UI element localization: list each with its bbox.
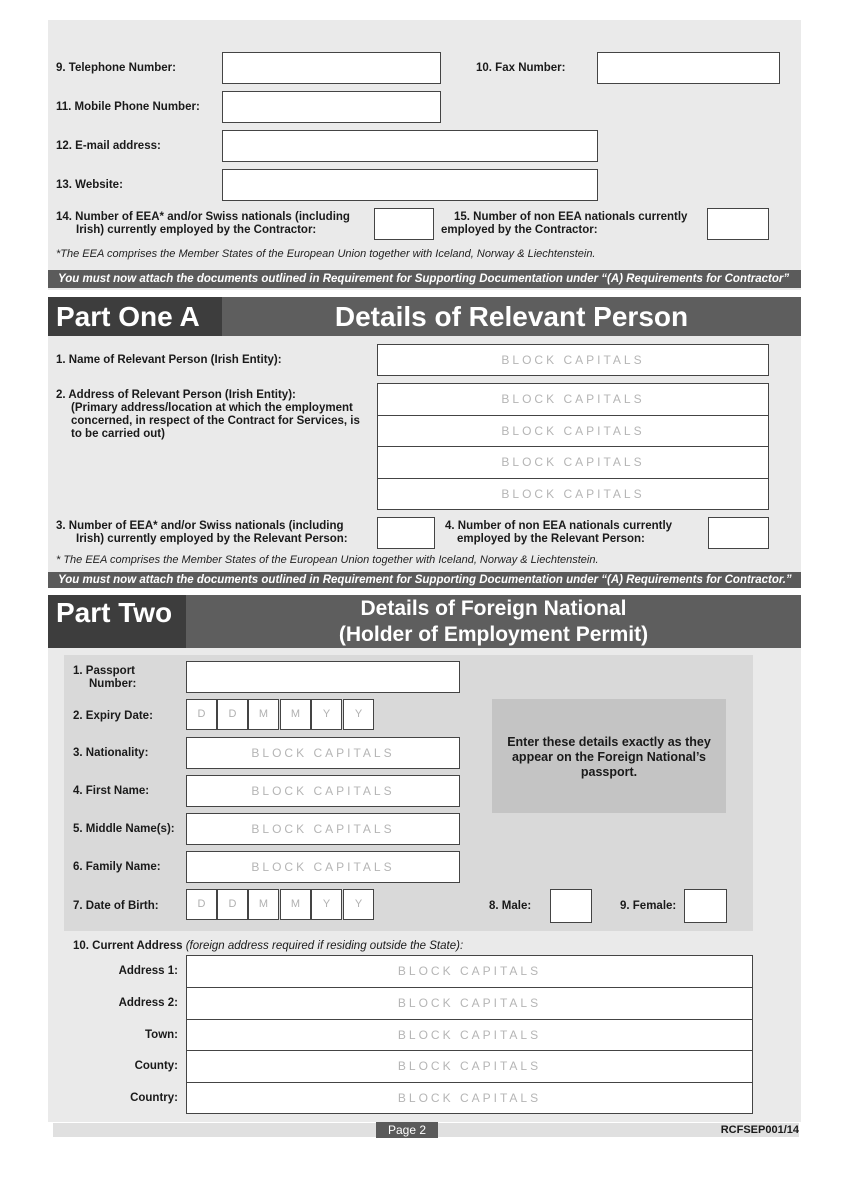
dob-year-2[interactable]: Y [343,889,374,920]
relevant-person-address-line-3[interactable]: BLOCK CAPITALS [377,446,769,479]
expiry-year-2[interactable]: Y [343,699,374,730]
relevant-person-name-label: 1. Name of Relevant Person (Irish Entity): [56,354,282,366]
passport-number-label-line1: 1. Passport [73,665,135,677]
passport-number-field[interactable] [186,661,460,693]
dob-month-1[interactable]: M [248,889,279,920]
relevant-person-address-label [56,389,360,441]
female-label: 9. Female: [620,900,677,912]
telephone-label: 9. Telephone Number: [56,62,176,74]
current-address-label [73,940,463,953]
middle-name-field[interactable]: BLOCK CAPITALS [186,813,460,845]
current-address-title: 10. Current Address [73,940,183,952]
address-1-field[interactable]: BLOCK CAPITALS [186,955,753,988]
relevant-person-address-line-2[interactable]: BLOCK CAPITALS [377,415,769,447]
contractor-eea-count-label-line1: 14. Number of EEA* and/or Swiss nationals (including [56,211,350,223]
nationality-field[interactable]: BLOCK CAPITALS [186,737,460,769]
contractor-eea-note: *The EEA comprises the Member States of the European Union together with Iceland, Norway & Liechtenstein. [56,248,596,260]
mobile-field[interactable] [222,91,441,123]
contractor-non-eea-count-label-line2: employed by the Contractor: [441,224,598,236]
mobile-label: 11. Mobile Phone Number: [56,101,200,113]
address-2-field[interactable]: BLOCK CAPITALS [186,987,753,1020]
page-number: Page 2 [376,1122,438,1138]
part-two-tag: Part Two [48,595,186,648]
expiry-day-2[interactable]: D [217,699,248,730]
relevant-person-address-label-line2: (Primary address/location at which the employment [71,402,353,414]
date-of-birth-label: 7. Date of Birth: [73,900,159,912]
female-checkbox[interactable] [684,889,727,923]
relevant-person-non-eea-count-label-line2: employed by the Relevant Person: [457,533,645,545]
part-two-title [186,595,801,648]
male-label: 8. Male: [489,900,532,912]
relevant-person-address-label-line1: 2. Address of Relevant Person (Irish Entity): [56,389,296,401]
relevant-person-eea-count-label-line1: 3. Number of EEA* and/or Swiss nationals (including [56,520,344,532]
contractor-eea-count-field[interactable] [374,208,434,240]
fax-field[interactable] [597,52,780,84]
county-label: County: [134,1060,178,1072]
relevant-person-address-label-line3: concerned, in respect of the Contract for Services, is [71,415,360,427]
contractor-eea-count-label-line2: Irish) currently employed by the Contractor: [76,224,317,236]
middle-name-label: 5. Middle Name(s): [73,823,175,835]
dob-day-2[interactable]: D [217,889,248,920]
fax-label: 10. Fax Number: [476,62,566,74]
email-label: 12. E-mail address: [56,140,161,152]
address-1-label: Address 1: [118,965,178,977]
passport-info-text: Enter these details exactly as they appear on the Foreign National’s passport. [507,735,711,779]
town-label: Town: [145,1029,178,1041]
contractor-non-eea-count-label-line1: 15. Number of non EEA nationals currently [454,211,688,223]
part-two-title-line1: Details of Foreign National [360,597,627,620]
passport-number-label-line2: Number: [89,678,137,690]
passport-number-label [73,665,136,691]
relevant-person-non-eea-count-label [445,520,672,546]
relevant-person-attach-banner: You must now attach the documents outlined in Requirement for Supporting Documentation under “(A) Requirements for Contractor.” [48,572,801,588]
family-name-field[interactable]: BLOCK CAPITALS [186,851,460,883]
relevant-person-non-eea-count-label-line1: 4. Number of non EEA nationals currently [445,520,673,532]
contractor-eea-count-label [56,211,350,237]
dob-day-1[interactable]: D [186,889,217,920]
current-address-hint: (foreign address required if residing outside the State): [185,940,464,952]
relevant-person-eea-count-field[interactable] [377,517,435,549]
website-field[interactable] [222,169,598,201]
telephone-field[interactable] [222,52,441,84]
expiry-year-1[interactable]: Y [311,699,342,730]
first-name-label: 4. First Name: [73,785,150,797]
relevant-person-eea-count-label [56,520,348,546]
county-field[interactable]: BLOCK CAPITALS [186,1050,753,1083]
family-name-label: 6. Family Name: [73,861,161,873]
first-name-field[interactable]: BLOCK CAPITALS [186,775,460,807]
part-one-a-tag: Part One A [48,297,222,336]
expiry-month-2[interactable]: M [280,699,311,730]
contractor-non-eea-count-field[interactable] [707,208,769,240]
expiry-day-1[interactable]: D [186,699,217,730]
country-field[interactable]: BLOCK CAPITALS [186,1082,753,1114]
part-one-a-title: Details of Relevant Person [222,297,801,336]
form-code: RCFSEP001/14 [720,1124,799,1136]
date-of-birth-field[interactable] [186,889,375,921]
male-checkbox[interactable] [550,889,592,923]
relevant-person-address-line-4[interactable]: BLOCK CAPITALS [377,478,769,510]
dob-month-2[interactable]: M [280,889,311,920]
email-field[interactable] [222,130,598,162]
expiry-date-field[interactable] [186,699,375,731]
nationality-label: 3. Nationality: [73,747,149,759]
website-label: 13. Website: [56,179,123,191]
relevant-person-address-line-1[interactable]: BLOCK CAPITALS [377,383,769,416]
town-field[interactable]: BLOCK CAPITALS [186,1019,753,1052]
relevant-person-non-eea-count-field[interactable] [708,517,769,549]
country-label: Country: [130,1092,178,1104]
contractor-attach-banner: You must now attach the documents outlined in Requirement for Supporting Documentation under “(A) Requirements for Contractor” [48,270,801,288]
contractor-non-eea-count-label [441,211,687,237]
expiry-date-label: 2. Expiry Date: [73,710,153,722]
relevant-person-eea-note: * The EEA comprises the Member States of the European Union together with Iceland, Norway & Liechtenstein. [56,554,599,566]
passport-info-box [492,699,726,813]
dob-year-1[interactable]: Y [311,889,342,920]
relevant-person-address-label-line4: to be carried out) [71,428,165,440]
part-two-title-line2: (Holder of Employment Permit) [338,623,649,646]
address-2-label: Address 2: [118,997,178,1009]
relevant-person-name-field[interactable]: BLOCK CAPITALS [377,344,769,376]
expiry-month-1[interactable]: M [248,699,279,730]
relevant-person-eea-count-label-line2: Irish) currently employed by the Relevant Person: [76,533,348,545]
